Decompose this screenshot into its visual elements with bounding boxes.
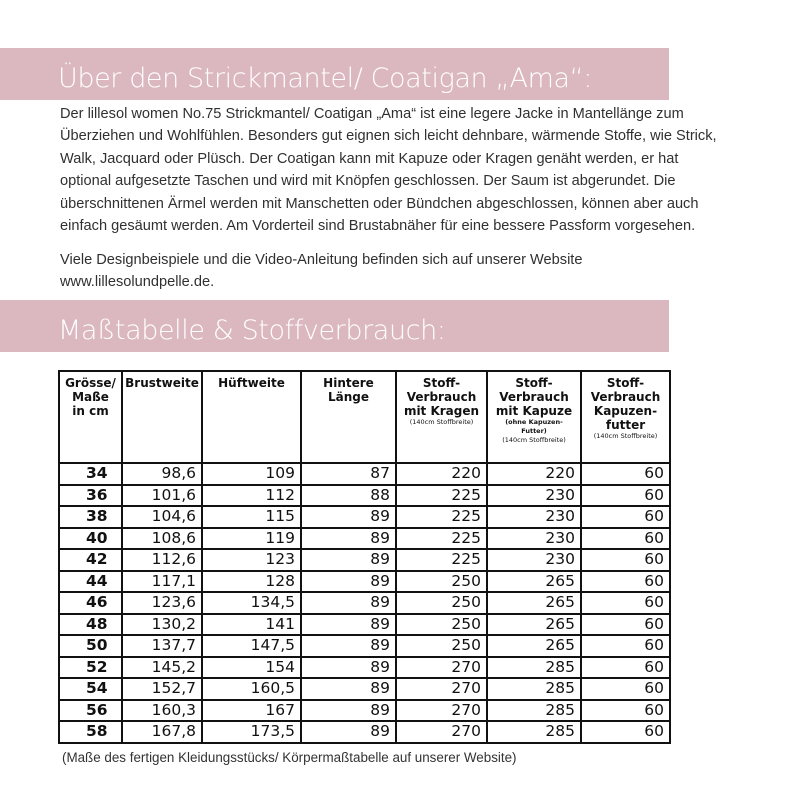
description-paragraph (60, 103, 765, 237)
website-line: Viele Designbeispiele und die Video-Anleitung befinden sich auf unserer Website (60, 252, 583, 268)
cell-stoff-kragen: 220 (396, 463, 487, 485)
table-row (59, 506, 670, 528)
cell-hueftweite: 115 (202, 506, 301, 528)
table-row (59, 571, 670, 593)
header-stoff-kapuze: Stoff- Verbrauch mit Kapuze (ohne Kapuzen- Futter) (140cm Stoffbreite) (487, 371, 581, 463)
cell-stoff-futter: 60 (581, 571, 670, 593)
section-title-about: Über den Strickmantel/ Coatigan „Ama“: (58, 63, 592, 94)
cell-stoff-kragen: 225 (396, 549, 487, 571)
cell-stoff-futter: 60 (581, 614, 670, 636)
cell-laenge: 89 (301, 678, 396, 700)
table-row (59, 463, 670, 485)
cell-stoff-futter: 60 (581, 700, 670, 722)
cell-stoff-futter: 60 (581, 657, 670, 679)
cell-brustweite: 108,6 (122, 528, 202, 550)
cell-hueftweite: 119 (202, 528, 301, 550)
cell-brustweite: 101,6 (122, 485, 202, 507)
table-row (59, 528, 670, 550)
cell-brustweite: 123,6 (122, 592, 202, 614)
cell-laenge: 89 (301, 549, 396, 571)
cell-stoff-kragen: 270 (396, 657, 487, 679)
table-row (59, 678, 670, 700)
cell-size: 54 (59, 678, 122, 700)
cell-stoff-futter: 60 (581, 678, 670, 700)
cell-size: 34 (59, 463, 122, 485)
cell-stoff-kragen: 250 (396, 571, 487, 593)
cell-size: 56 (59, 700, 122, 722)
cell-stoff-kapuze: 265 (487, 592, 581, 614)
cell-stoff-kapuze: 230 (487, 549, 581, 571)
cell-stoff-kapuze: 285 (487, 657, 581, 679)
cell-stoff-kapuze: 230 (487, 528, 581, 550)
table-header-row (59, 371, 670, 463)
cell-stoff-futter: 60 (581, 528, 670, 550)
cell-hueftweite: 154 (202, 657, 301, 679)
cell-laenge: 89 (301, 528, 396, 550)
table-row (59, 614, 670, 636)
cell-stoff-kragen: 250 (396, 592, 487, 614)
cell-hueftweite: 134,5 (202, 592, 301, 614)
cell-hueftweite: 123 (202, 549, 301, 571)
cell-laenge: 89 (301, 592, 396, 614)
cell-stoff-kapuze: 285 (487, 700, 581, 722)
cell-brustweite: 104,6 (122, 506, 202, 528)
cell-brustweite: 98,6 (122, 463, 202, 485)
cell-stoff-kragen: 250 (396, 635, 487, 657)
cell-stoff-kragen: 225 (396, 485, 487, 507)
cell-stoff-kapuze: 285 (487, 678, 581, 700)
header-hueftweite: Hüftweite (202, 371, 301, 463)
table-row (59, 700, 670, 722)
table-footnote: (Maße des fertigen Kleidungsstücks/ Körpermaßtabelle auf unserer Website) (62, 750, 517, 765)
table-row (59, 635, 670, 657)
cell-brustweite: 130,2 (122, 614, 202, 636)
cell-stoff-kapuze: 265 (487, 614, 581, 636)
cell-brustweite: 152,7 (122, 678, 202, 700)
cell-brustweite: 167,8 (122, 721, 202, 743)
cell-stoff-kragen: 270 (396, 721, 487, 743)
cell-laenge: 87 (301, 463, 396, 485)
cell-stoff-kragen: 225 (396, 528, 487, 550)
cell-laenge: 89 (301, 635, 396, 657)
table-row (59, 592, 670, 614)
cell-brustweite: 160,3 (122, 700, 202, 722)
cell-stoff-futter: 60 (581, 463, 670, 485)
cell-stoff-kragen: 250 (396, 614, 487, 636)
cell-brustweite: 145,2 (122, 657, 202, 679)
cell-laenge: 88 (301, 485, 396, 507)
cell-size: 36 (59, 485, 122, 507)
cell-hueftweite: 147,5 (202, 635, 301, 657)
section-header-band (0, 300, 669, 352)
cell-hueftweite: 141 (202, 614, 301, 636)
cell-laenge: 89 (301, 700, 396, 722)
cell-size: 48 (59, 614, 122, 636)
cell-stoff-kapuze: 265 (487, 571, 581, 593)
table-row (59, 485, 670, 507)
cell-brustweite: 117,1 (122, 571, 202, 593)
cell-size: 40 (59, 528, 122, 550)
cell-laenge: 89 (301, 506, 396, 528)
cell-hueftweite: 173,5 (202, 721, 301, 743)
header-size: Grösse/ Maße in cm (59, 371, 122, 463)
description-line: Der lillesol women No.75 Strickmantel/ Coatigan „Ama“ ist eine legere Jacke in Mantellänge zum (60, 106, 684, 122)
cell-size: 42 (59, 549, 122, 571)
cell-size: 46 (59, 592, 122, 614)
cell-size: 52 (59, 657, 122, 679)
section-header-band (0, 48, 669, 100)
cell-stoff-futter: 60 (581, 506, 670, 528)
cell-brustweite: 137,7 (122, 635, 202, 657)
cell-stoff-futter: 60 (581, 721, 670, 743)
cell-stoff-kapuze: 285 (487, 721, 581, 743)
cell-stoff-kapuze: 230 (487, 485, 581, 507)
header-brustweite: Brustweite (122, 371, 202, 463)
cell-size: 50 (59, 635, 122, 657)
header-stoff-futter: Stoff- Verbrauch Kapuzen- futter (140cm Stoffbreite) (581, 371, 670, 463)
website-paragraph (60, 249, 765, 294)
cell-size: 44 (59, 571, 122, 593)
header-stoff-kragen: Stoff- Verbrauch mit Kragen (140cm Stoffbreite) (396, 371, 487, 463)
section-title-size-table: Maßtabelle & Stoffverbrauch: (58, 315, 446, 346)
table-row (59, 657, 670, 679)
cell-stoff-futter: 60 (581, 549, 670, 571)
size-table (58, 370, 671, 744)
cell-size: 38 (59, 506, 122, 528)
table-row (59, 721, 670, 743)
description-line: überschnittenen Ärmel werden mit Manschetten oder Bündchen abgeschlossen, können aber auch (60, 195, 699, 212)
cell-stoff-kragen: 270 (396, 678, 487, 700)
cell-laenge: 89 (301, 571, 396, 593)
table-row (59, 549, 670, 571)
cell-hueftweite: 112 (202, 485, 301, 507)
cell-hueftweite: 167 (202, 700, 301, 722)
header-hintere-laenge: Hintere Länge (301, 371, 396, 463)
description-line: einfach gesäumt werden. Am Vorderteil sind Brustabnäher für eine bessere Passform vorgesehen. (60, 218, 696, 235)
table-body (59, 463, 670, 743)
cell-brustweite: 112,6 (122, 549, 202, 571)
cell-stoff-kapuze: 265 (487, 635, 581, 657)
cell-laenge: 89 (301, 721, 396, 743)
cell-hueftweite: 109 (202, 463, 301, 485)
cell-stoff-futter: 60 (581, 485, 670, 507)
cell-stoff-kapuze: 220 (487, 463, 581, 485)
cell-stoff-futter: 60 (581, 592, 670, 614)
cell-laenge: 89 (301, 657, 396, 679)
cell-stoff-kapuze: 230 (487, 506, 581, 528)
cell-stoff-kragen: 225 (396, 506, 487, 528)
cell-size: 58 (59, 721, 122, 743)
description-line: optional aufgesetzte Taschen und wird mit Knöpfen geschlossen. Der Saum ist abgerundet. Die (60, 173, 676, 190)
cell-hueftweite: 160,5 (202, 678, 301, 700)
website-url: www.lillesolundpelle.de. (60, 274, 215, 291)
cell-laenge: 89 (301, 614, 396, 636)
cell-stoff-futter: 60 (581, 635, 670, 657)
description-line: Walk, Jacquard oder Plüsch. Der Coatigan kann mit Kapuze oder Kragen genäht werden, er hat (60, 150, 679, 167)
cell-hueftweite: 128 (202, 571, 301, 593)
cell-stoff-kragen: 270 (396, 700, 487, 722)
description-line: Überziehen und Wohlfühlen. Besonders gut eignen sich leicht dehnbare, wärmende Stoffe, wie Strick, (60, 128, 717, 145)
